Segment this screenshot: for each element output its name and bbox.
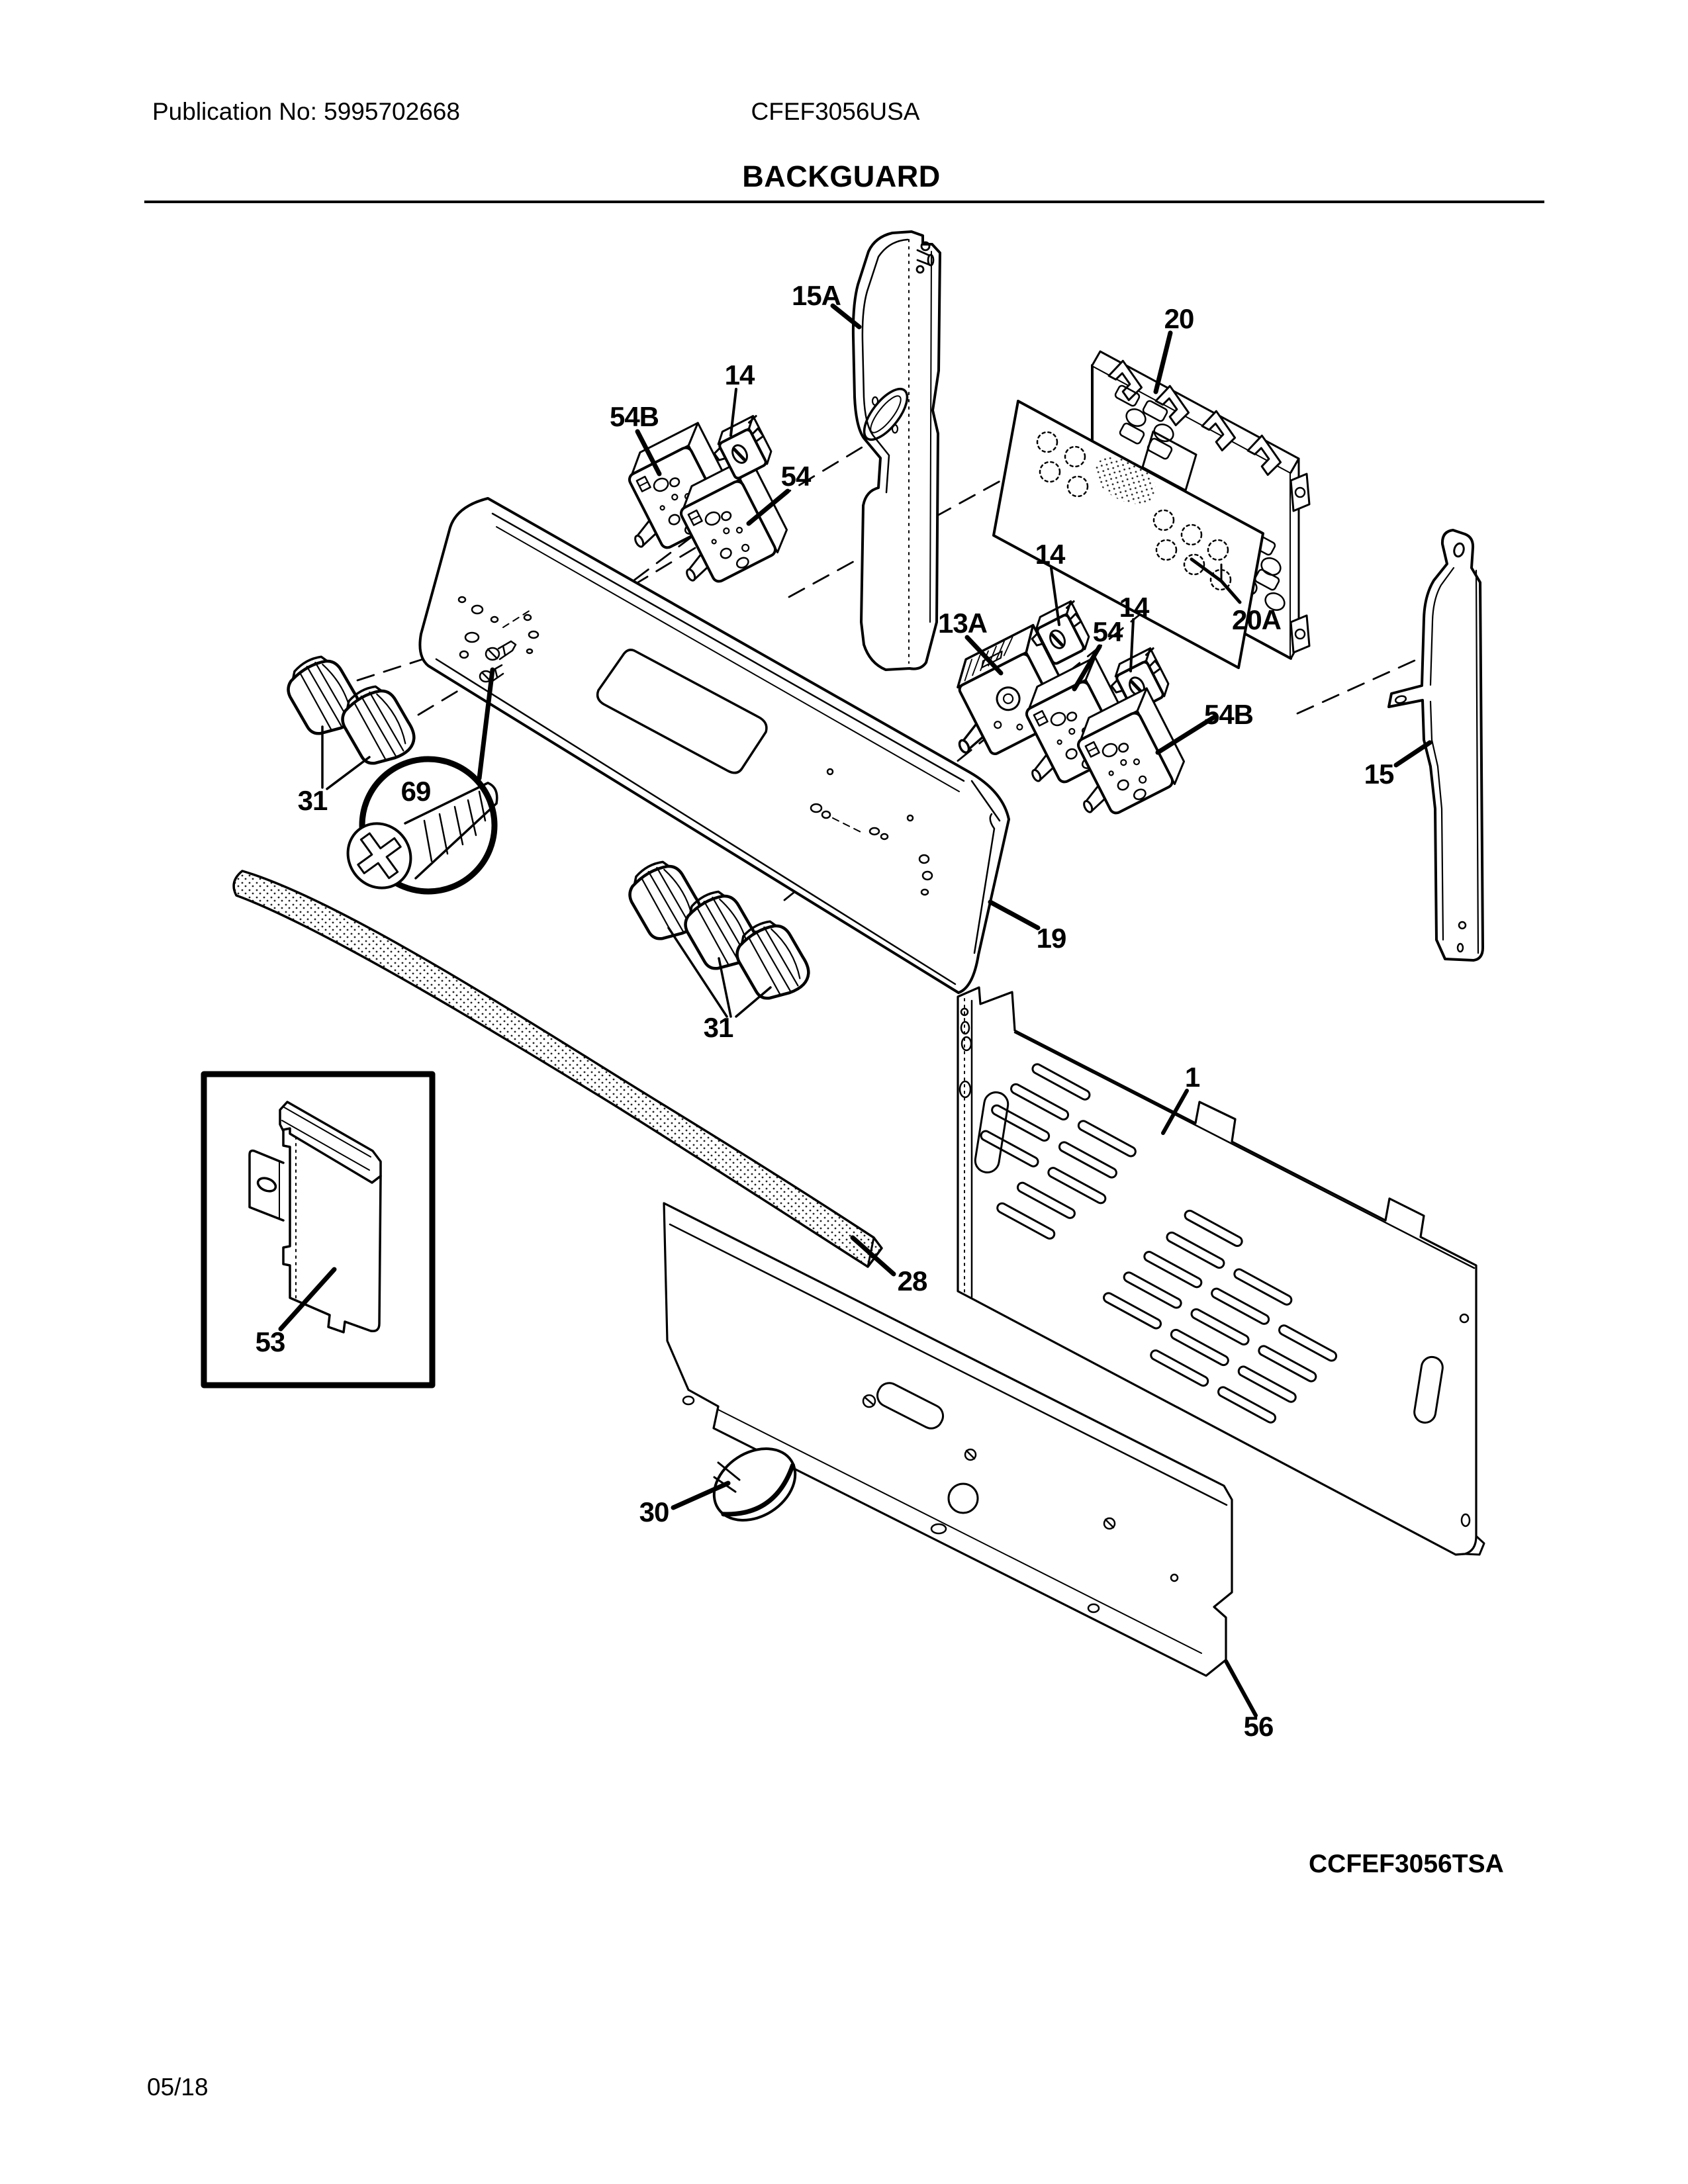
callout-28: 28: [897, 1265, 927, 1297]
callout-15a: 15A: [791, 280, 841, 311]
callout-69: 69: [400, 776, 431, 807]
callout-20a: 20A: [1231, 604, 1282, 635]
publication-number: Publication No: 5995702668: [152, 98, 460, 125]
callout-1: 1: [1184, 1062, 1200, 1093]
footer-model-number: CCFEF3056TSA: [1309, 1850, 1504, 1878]
bracket-53: [250, 1102, 381, 1332]
callout-20: 20: [1164, 303, 1194, 334]
callout-53: 53: [255, 1326, 285, 1357]
callout-54: 54: [780, 461, 811, 492]
callout-54b: 54B: [1203, 699, 1254, 730]
side-bracket-15a: [853, 232, 940, 670]
page-title: BACKGUARD: [742, 159, 941, 193]
model-number: CFEF3056USA: [751, 98, 920, 125]
callout-30: 30: [639, 1496, 669, 1527]
callout-54b: 54B: [609, 401, 659, 432]
callout-19: 19: [1036, 923, 1066, 954]
callout-13a: 13A: [937, 608, 988, 639]
callout-31: 31: [703, 1012, 733, 1043]
callout-14: 14: [724, 359, 755, 390]
callout-54: 54: [1092, 616, 1123, 647]
footer-date: 05/18: [147, 2073, 209, 2101]
callout-14: 14: [1119, 592, 1149, 623]
callout-56: 56: [1243, 1711, 1274, 1742]
callout-15: 15: [1364, 758, 1394, 790]
callout-31: 31: [297, 785, 328, 816]
side-bracket-15: [1389, 530, 1483, 960]
callout-14: 14: [1035, 539, 1065, 570]
